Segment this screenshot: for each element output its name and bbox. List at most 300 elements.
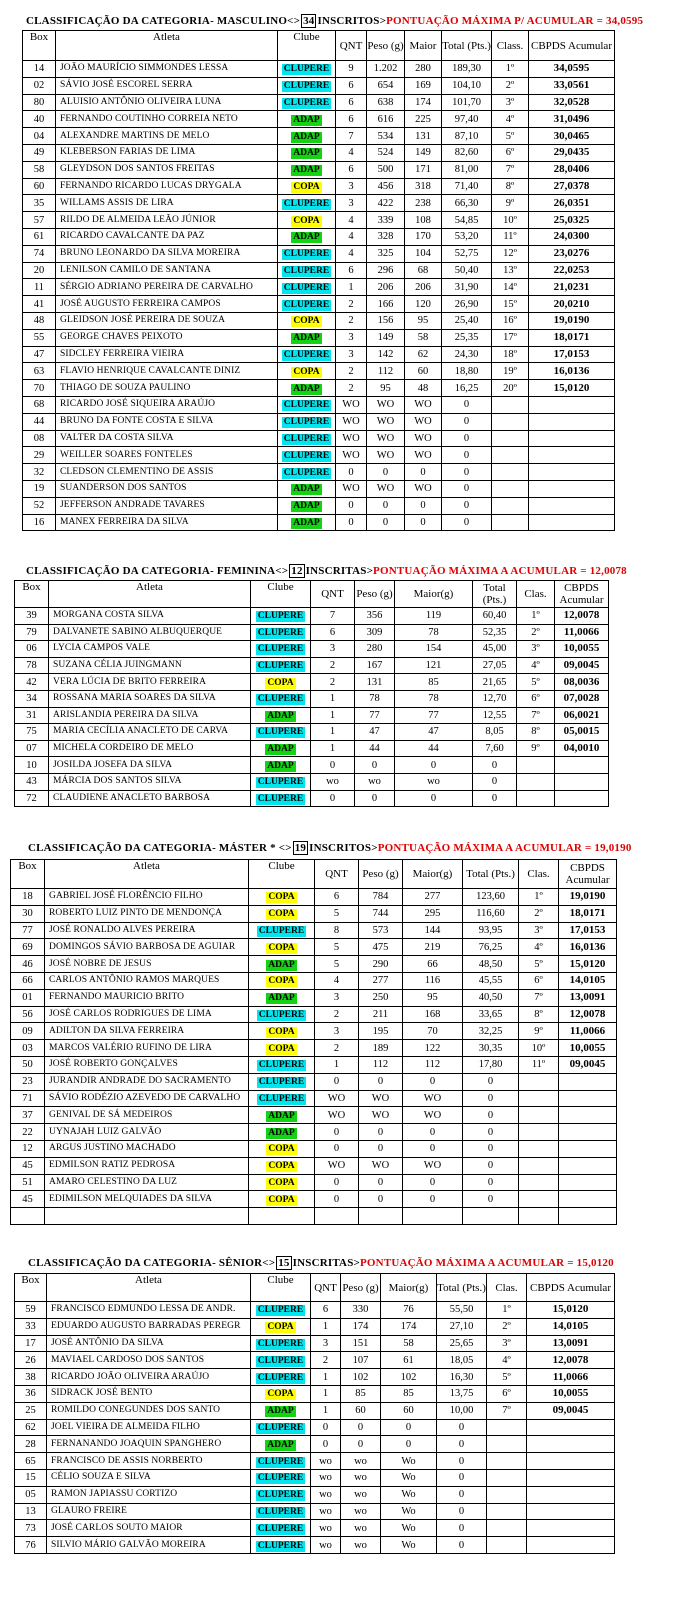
weight-cell: 784 [359,889,403,906]
max-cell: 0 [405,464,442,481]
cbpds-cell [559,1191,617,1208]
class-cell: 5º [517,674,555,691]
total-cell: 7,60 [473,740,517,757]
club-cell [278,228,336,245]
box-cell: 40 [23,111,56,128]
weight-cell: 85 [341,1385,381,1402]
total-cell: 0 [442,497,492,514]
section-title [28,1256,614,1270]
weight-cell: 0 [359,1073,403,1090]
table-row [23,329,615,346]
qnt-cell: 4 [336,228,367,245]
table-row [23,94,615,111]
club-cell [249,1208,315,1225]
header-row [11,860,617,889]
club-badge: ADAP [293,484,320,495]
total-cell: 0 [437,1469,487,1486]
club-cell [278,144,336,161]
qnt-cell: WO [336,396,367,413]
class-cell [492,464,529,481]
qnt-cell: 0 [311,1419,341,1436]
club-badge: COPA [268,909,295,920]
total-cell: 21,65 [473,674,517,691]
class-cell: 2º [487,1318,527,1335]
weight-cell: 78 [355,690,395,707]
total-cell: 0 [463,1157,519,1174]
club-badge: CLUPERE [257,694,304,705]
weight-cell: wo [341,1520,381,1537]
qnt-cell [315,1208,359,1225]
col-max-header: Maior(g) [381,1274,437,1302]
club-badge: CLUPERE [258,1060,305,1071]
weight-cell: 107 [341,1352,381,1369]
table-row [23,312,615,329]
class-cell [519,1174,559,1191]
max-cell: 280 [405,61,442,78]
col-total-header: Total (Pts.) [442,31,492,61]
club-badge: CLUPERE [283,417,330,428]
club-cell [249,1191,315,1208]
class-cell: 7º [492,161,529,178]
box-cell: 20 [23,262,56,279]
athlete-cell: MANEX FERREIRA DA SILVA [56,514,278,531]
weight-cell: 616 [367,111,405,128]
weight-cell: wo [341,1486,381,1503]
class-cell: 1º [519,889,559,906]
club-cell [249,972,315,989]
col-weight-header: Peso (g) [341,1274,381,1302]
cbpds-cell [527,1469,615,1486]
box-cell: 60 [23,178,56,195]
weight-cell: 296 [367,262,405,279]
total-cell: 54,85 [442,212,492,229]
cbpds-cell: 16,0136 [529,363,615,380]
table-row [23,380,615,397]
weight-cell: 131 [355,674,395,691]
club-badge: ADAP [293,517,320,528]
table-row [23,212,615,229]
col-athlete-header: Atleta [49,581,251,608]
class-cell: 6º [517,690,555,707]
club-cell [249,1107,315,1124]
athlete-cell: MICHELA CORDEIRO DE MELO [49,740,251,757]
weight-cell: WO [359,1107,403,1124]
weight-cell: 102 [341,1369,381,1386]
class-cell [519,1140,559,1157]
total-cell: 0 [442,396,492,413]
cbpds-cell: 33,0561 [529,77,615,94]
max-cell: 116 [403,972,463,989]
class-cell: 10º [492,212,529,229]
box-cell: 38 [15,1369,47,1386]
club-cell [278,447,336,464]
athlete-cell: JOEL VIEIRA DE ALMEIDA FILHO [47,1419,251,1436]
class-cell: 11º [519,1056,559,1073]
weight-cell: 456 [367,178,405,195]
max-cell: 76 [381,1302,437,1319]
col-box-header: Box [15,581,49,608]
qnt-cell: 4 [315,972,359,989]
title-prefix: CLASSIFICAÇÃO DA CATEGORIA- SÊNIOR<> [28,1257,276,1269]
max-cell: 58 [405,329,442,346]
total-cell: 50,40 [442,262,492,279]
table-row [15,1453,615,1470]
class-cell: 3º [492,94,529,111]
qnt-cell: 2 [315,1040,359,1057]
class-cell: 5º [519,956,559,973]
total-cell: 0 [437,1453,487,1470]
athlete-cell: JURANDIR ANDRADE DO SACRAMENTO [45,1073,249,1090]
max-cell: 0 [403,1124,463,1141]
club-cell [251,1369,311,1386]
qnt-cell: 1 [311,1385,341,1402]
cbpds-cell: 10,0055 [527,1385,615,1402]
qnt-cell: 4 [336,245,367,262]
club-cell [251,624,311,641]
weight-cell: 95 [367,380,405,397]
class-cell: 8º [492,178,529,195]
box-cell: 14 [23,61,56,78]
class-cell [492,396,529,413]
max-cell: 95 [405,312,442,329]
club-cell [249,1140,315,1157]
club-badge: COPA [293,181,320,192]
col-class-header: Class. [492,31,529,61]
cbpds-cell [527,1537,615,1554]
qnt-cell: WO [336,480,367,497]
cbpds-cell [529,413,615,430]
max-cell: WO [405,430,442,447]
max-cell: 206 [405,279,442,296]
cbpds-cell [527,1419,615,1436]
total-cell: 0 [442,447,492,464]
athlete-cell: RICARDO JOSÉ SIQUEIRA ARAÚJO [56,396,278,413]
total-cell: 81,00 [442,161,492,178]
box-cell: 57 [23,212,56,229]
club-badge: CLUPERE [283,450,330,461]
qnt-cell: 1 [311,724,355,741]
qnt-cell: 3 [336,178,367,195]
qnt-cell: 5 [315,939,359,956]
club-badge: ADAP [267,710,294,721]
weight-cell: 0 [367,514,405,531]
qnt-cell: wo [311,1453,341,1470]
club-cell [251,1520,311,1537]
cbpds-cell: 06,0021 [555,707,609,724]
table-row [23,296,615,313]
total-cell: 24,30 [442,346,492,363]
club-cell [278,514,336,531]
class-cell: 3º [487,1335,527,1352]
table-row [23,195,615,212]
athlete-cell: CARLOS ANTÔNIO RAMOS MARQUES [45,972,249,989]
cbpds-cell: 15,0120 [529,380,615,397]
box-cell: 37 [11,1107,45,1124]
weight-cell: 206 [367,279,405,296]
title-prefix: CLASSIFICAÇÃO DA CATEGORIA- FEMININA<> [26,565,289,577]
club-cell [278,296,336,313]
club-cell [249,1023,315,1040]
class-cell [487,1469,527,1486]
class-cell: 5º [492,128,529,145]
class-cell [517,790,555,807]
athlete-cell: KLEBERSON FARIAS DE LIMA [56,144,278,161]
class-cell: 1º [487,1302,527,1319]
qnt-cell: 1 [311,1318,341,1335]
qnt-cell: wo [311,1469,341,1486]
box-cell: 42 [15,674,49,691]
table-row [23,178,615,195]
box-cell: 44 [23,413,56,430]
max-cell: 171 [405,161,442,178]
athlete-cell: JOSÉ RONALDO ALVES PEREIRA [45,922,249,939]
class-cell: 17º [492,329,529,346]
athlete-cell: SÁVIO JOSÉ ESCOREL SERRA [56,77,278,94]
qnt-cell: 5 [315,905,359,922]
weight-cell: WO [367,430,405,447]
table-row [11,922,617,939]
club-cell [278,94,336,111]
col-box-header: Box [15,1274,47,1302]
class-cell: 14º [492,279,529,296]
club-cell [251,1302,311,1319]
club-badge: ADAP [293,383,320,394]
cbpds-cell [529,514,615,531]
athlete-cell: WEILLER SOARES FONTELES [56,447,278,464]
max-cell: WO [403,1157,463,1174]
table-row [11,889,617,906]
max-cell: 104 [405,245,442,262]
total-cell: 32,25 [463,1023,519,1040]
col-qnt-header: QNT [315,860,359,889]
club-badge: ADAP [267,1439,294,1450]
total-cell: 45,00 [473,641,517,658]
table-row [15,657,609,674]
club-badge: ADAP [293,232,320,243]
col-athlete-header: Atleta [45,860,249,889]
max-cell: 68 [405,262,442,279]
club-badge: COPA [268,942,295,953]
athlete-cell: RICARDO JOÃO OLIVEIRA ARAÚJO [47,1369,251,1386]
cbpds-cell: 12,0078 [555,608,609,625]
weight-cell: 167 [355,657,395,674]
cbpds-cell: 29,0435 [529,144,615,161]
qnt-cell: wo [311,1503,341,1520]
max-cell: 122 [403,1040,463,1057]
table-row [15,1402,615,1419]
cbpds-cell: 11,0066 [555,624,609,641]
athlete-cell: ALEXANDRE MARTINS DE MELO [56,128,278,145]
max-cell: 85 [381,1385,437,1402]
cbpds-cell [529,497,615,514]
class-cell: 3º [517,641,555,658]
col-club-header: Clube [278,31,336,61]
athlete-cell: SÉRGIO ADRIANO PEREIRA DE CARVALHO [56,279,278,296]
qnt-cell: 0 [315,1073,359,1090]
class-cell [517,757,555,774]
athlete-cell: MARIA CECÍLIA ANACLETO DE CARVA [49,724,251,741]
col-athlete-header: Atleta [56,31,278,61]
cbpds-cell: 13,0091 [527,1335,615,1352]
box-cell: 31 [15,707,49,724]
class-cell: 1º [492,61,529,78]
club-cell [278,363,336,380]
club-badge: ADAP [268,1127,295,1138]
athlete-cell: MARCOS VALÉRIO RUFINO DE LIRA [45,1040,249,1057]
table-row [11,989,617,1006]
total-cell: 189,30 [442,61,492,78]
total-cell: 60,40 [473,608,517,625]
max-cell: 169 [405,77,442,94]
cbpds-cell [527,1453,615,1470]
results-table [10,859,617,1225]
weight-cell: wo [341,1503,381,1520]
max-cell: 225 [405,111,442,128]
max-cell: WO [405,447,442,464]
total-cell [463,1208,519,1225]
box-cell: 19 [23,480,56,497]
table-row [23,447,615,464]
club-badge: CLUPERE [283,433,330,444]
max-cell: Wo [381,1486,437,1503]
box-cell: 26 [15,1352,47,1369]
box-cell: 46 [11,956,45,973]
total-cell: 0 [463,1124,519,1141]
cbpds-cell [555,757,609,774]
table-row [15,690,609,707]
athlete-cell: THIAGO DE SOUZA PAULINO [56,380,278,397]
cbpds-cell: 34,0595 [529,61,615,78]
athlete-cell: MAVIAEL CARDOSO DOS SANTOS [47,1352,251,1369]
club-badge: COPA [293,316,320,327]
table-row [23,413,615,430]
weight-cell: 77 [355,707,395,724]
club-cell [251,724,311,741]
box-cell: 43 [15,773,49,790]
cbpds-cell [559,1140,617,1157]
weight-cell: 0 [367,497,405,514]
max-cell: 144 [403,922,463,939]
box-cell: 73 [15,1520,47,1537]
club-badge: ADAP [293,131,320,142]
max-cell: 48 [405,380,442,397]
athlete-cell: GLEIDSON JOSÉ PEREIRA DE SOUZA [56,312,278,329]
club-cell [278,346,336,363]
title-suffix: INSCRITAS> [292,1257,360,1269]
box-cell: 10 [15,757,49,774]
cbpds-cell [559,1157,617,1174]
total-cell: 104,10 [442,77,492,94]
club-badge: CLUPERE [258,1093,305,1104]
total-cell: 17,80 [463,1056,519,1073]
club-badge: ADAP [293,148,320,159]
weight-cell: 0 [359,1124,403,1141]
total-cell: 0 [437,1503,487,1520]
total-cell: 82,60 [442,144,492,161]
cbpds-cell [529,480,615,497]
club-cell [278,497,336,514]
max-points-note: PONTUAÇÃO MÁXIMA A ACUMULAR = 12,0078 [373,565,627,577]
table-row [15,674,609,691]
total-cell: 0 [437,1486,487,1503]
registered-count: 12 [291,565,303,577]
club-badge: CLUPERE [257,1540,304,1551]
total-cell: 13,75 [437,1385,487,1402]
max-cell: 85 [395,674,473,691]
max-cell: 154 [395,641,473,658]
club-badge: COPA [267,1389,294,1400]
box-cell: 45 [11,1157,45,1174]
cbpds-cell: 17,0153 [559,922,617,939]
total-cell: 0 [463,1090,519,1107]
col-qnt-header: QNT [311,581,355,608]
box-cell: 59 [15,1302,47,1319]
cbpds-cell [527,1486,615,1503]
club-badge: CLUPERE [257,1338,304,1349]
club-cell [278,178,336,195]
box-cell: 02 [23,77,56,94]
club-cell [249,1073,315,1090]
max-cell: 60 [405,363,442,380]
athlete-cell: SUANDERSON DOS SANTOS [56,480,278,497]
club-cell [251,1385,311,1402]
club-cell [278,413,336,430]
weight-cell: 211 [359,1006,403,1023]
total-cell: 87,10 [442,128,492,145]
qnt-cell: 6 [311,624,355,641]
club-cell [251,1453,311,1470]
club-badge: CLUPERE [257,1305,304,1316]
box-cell: 03 [11,1040,45,1057]
club-badge: CLUPERE [283,400,330,411]
max-cell: WO [405,396,442,413]
max-cell: 77 [395,707,473,724]
athlete-cell: EDMILSON RATIZ PEDROSA [45,1157,249,1174]
col-club-header: Clube [251,1274,311,1302]
title-suffix: INSCRITOS> [317,15,387,27]
class-cell [519,1208,559,1225]
club-badge: ADAP [293,501,320,512]
club-cell [251,1335,311,1352]
athlete-cell: ROBERTO LUIZ PINTO DE MENDONÇA [45,905,249,922]
club-cell [249,956,315,973]
col-max-header: Maior [405,31,442,61]
box-cell: 77 [11,922,45,939]
class-cell: 7º [519,989,559,1006]
total-cell: 0 [463,1140,519,1157]
club-cell [278,61,336,78]
club-cell [249,1124,315,1141]
table-row [23,77,615,94]
club-cell [249,989,315,1006]
class-cell: 7º [487,1402,527,1419]
results-table [22,30,615,531]
athlete-cell: RICARDO CAVALCANTE DA PAZ [56,228,278,245]
cbpds-cell: 24,0300 [529,228,615,245]
club-badge: ADAP [293,333,320,344]
total-cell: 97,40 [442,111,492,128]
total-cell: 0 [473,790,517,807]
table-row [23,161,615,178]
table-row [15,1486,615,1503]
club-badge: CLUPERE [283,97,330,108]
box-cell [11,1208,45,1225]
qnt-cell: 4 [336,144,367,161]
col-cbpds-header: CBPDS Acumular [559,860,617,889]
total-cell: 0 [442,413,492,430]
class-cell [492,480,529,497]
class-cell: 2º [519,905,559,922]
